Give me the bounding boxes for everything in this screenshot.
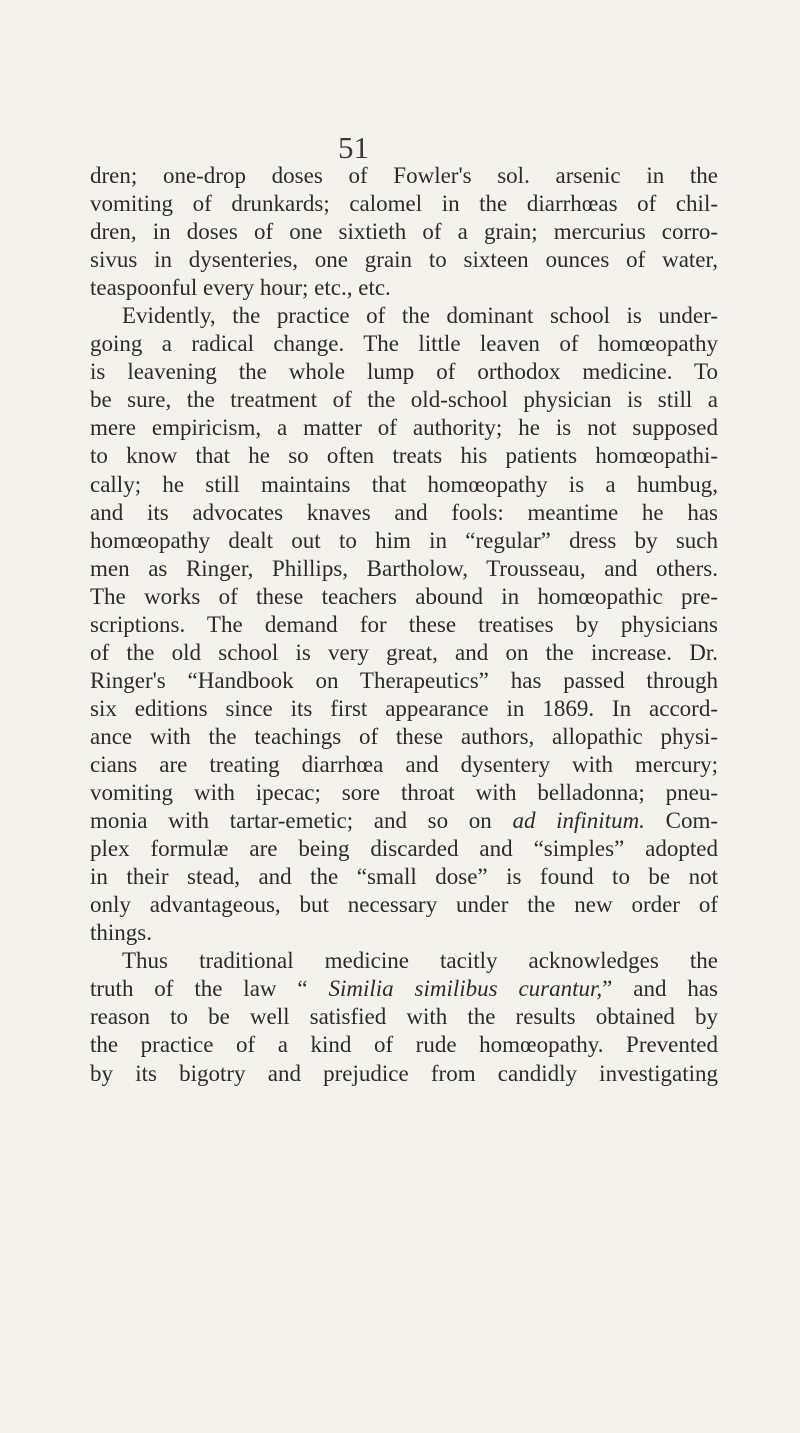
text-line: [90, 835, 718, 863]
text-line-content: teaspoonful every hour; etc., etc.: [90, 275, 391, 301]
text-line-content: vomiting of drunkards; calomel in the diarrhœas of chil-: [90, 191, 718, 217]
text-line: [90, 414, 718, 442]
text-line: [90, 442, 718, 470]
text-line: [90, 947, 718, 975]
text-line: [90, 807, 718, 835]
text-line: [90, 386, 718, 414]
text-line: [90, 555, 718, 583]
text-line: [90, 1003, 718, 1031]
text-line: [90, 527, 718, 555]
text-line-content: truth of the law “: [90, 976, 308, 1002]
text-line-content: reason to be well satisfied with the results obtained by: [90, 1004, 718, 1030]
text-line-content: homœopathy dealt out to him in “regular” dress by such: [90, 527, 718, 553]
text-line: [90, 975, 718, 1003]
text-line-content: be sure, the treatment of the old-school physician is still a: [90, 387, 718, 413]
text-line-tail: ” and has: [602, 976, 718, 1002]
text-line: [90, 162, 718, 190]
italic-phrase: Similia similibus curantur,: [328, 976, 603, 1002]
text-line-content: Evidently, the practice of the dominant school is under-: [122, 303, 718, 329]
text-line-content: plex formulæ are being discarded and “simples” adopted: [90, 836, 718, 862]
text-line-content: the practice of a kind of rude homœopathy. Prevented: [90, 1032, 718, 1058]
text-line: [90, 723, 718, 751]
text-line-content: in their stead, and the “small dose” is found to be not: [90, 864, 718, 890]
text-line-content: cians are treating diarrhœa and dysentery with mercury;: [90, 751, 718, 777]
text-line: [90, 246, 718, 274]
text-line-content: of the old school is very great, and on the increase. Dr.: [90, 639, 718, 665]
text-line-content: monia with tartar-emetic; and so on: [90, 808, 492, 834]
text-line-content: Ringer's “Handbook on Therapeutics” has passed through: [90, 667, 718, 693]
text-line-content: is leavening the whole lump of orthodox medicine. To: [90, 359, 718, 385]
text-line-content: by its bigotry and prejudice from candidly investigating: [90, 1060, 718, 1086]
text-line-content: Thus traditional medicine tacitly acknowledges the: [122, 948, 718, 974]
text-line-tail: Com-: [644, 808, 718, 834]
page-number: 51: [338, 130, 369, 165]
text-line: [90, 1031, 718, 1059]
italic-phrase: ad infinitum.: [512, 808, 645, 834]
text-line: [90, 218, 718, 246]
text-line: [90, 863, 718, 891]
text-line-content: men as Ringer, Phillips, Bartholow, Trousseau, and others.: [90, 555, 718, 581]
text-line: [90, 499, 718, 527]
text-line-content: cally; he still maintains that homœopathy is a humbug,: [90, 471, 718, 497]
text-line-content: mere empiricism, a matter of authority; he is not supposed: [90, 415, 718, 441]
text-line: [90, 274, 718, 302]
text-line-content: six editions since its first appearance in 1869. In accord-: [90, 695, 718, 721]
text-line-content: vomiting with ipecac; sore throat with belladonna; pneu-: [90, 780, 718, 806]
text-line: [90, 1060, 718, 1088]
text-line-content: to know that he so often treats his patients homœopathi-: [90, 443, 718, 469]
text-line-content: dren; one-drop doses of Fowler's sol. arsenic in the: [90, 163, 718, 188]
text-line: [90, 639, 718, 667]
text-line: [90, 358, 718, 386]
text-line-content: only advantageous, but necessary under the new order of: [90, 892, 718, 918]
text-line: [90, 190, 718, 218]
text-line: [90, 779, 718, 807]
text-line-content: going a radical change. The little leaven of homœopathy: [90, 331, 718, 357]
text-line: [90, 891, 718, 919]
text-line-content: dren, in doses of one sixtieth of a grain; mercurius corro-: [90, 219, 718, 245]
text-line: [90, 611, 718, 639]
text-line: [90, 471, 718, 499]
text-line: [90, 751, 718, 779]
text-line-content: scriptions. The demand for these treatises by physicians: [90, 611, 718, 637]
body-text: [90, 162, 718, 1088]
text-line-content: and its advocates knaves and fools: meantime he has: [90, 499, 718, 525]
text-line-content: things.: [90, 920, 152, 946]
text-line: [90, 919, 718, 947]
text-line: [90, 302, 718, 330]
text-line-content: ance with the teachings of these authors, allopathic physi-: [90, 723, 718, 749]
text-line-content: sivus in dysenteries, one grain to sixteen ounces of water,: [90, 247, 718, 273]
text-line: [90, 583, 718, 611]
text-line-content: The works of these teachers abound in homœopathic pre-: [90, 583, 718, 609]
text-line: [90, 667, 718, 695]
text-line: [90, 695, 718, 723]
text-line: [90, 330, 718, 358]
